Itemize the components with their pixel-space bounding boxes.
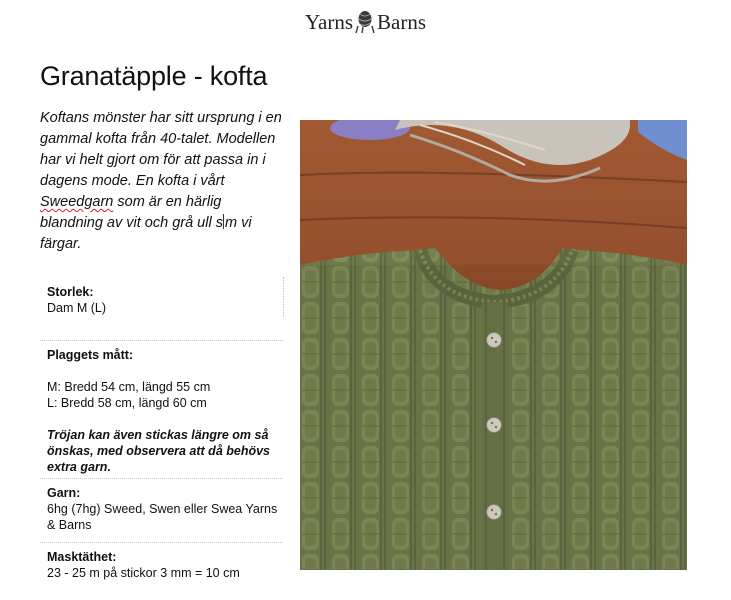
intro-text <box>40 108 285 255</box>
logo-word-barns: Barns <box>377 10 427 34</box>
spec-separator <box>40 340 283 341</box>
spec-gauge-label: Masktäthet: <box>47 550 117 564</box>
logo-word-yarns: Yarns <box>304 10 354 34</box>
intro-part3: m vi färgar. <box>40 215 252 252</box>
spec-yarn <box>40 485 280 533</box>
spec-measurements-note: Tröjan kan även stickas längre om så önskas, med observera att då behövs extra garn. <box>47 428 271 474</box>
yarn-ball-icon <box>354 8 376 34</box>
spec-measurements-m: M: Bredd 54 cm, längd 55 cm <box>47 380 211 394</box>
spec-measurements <box>40 347 280 475</box>
spec-yarn-label: Garn: <box>47 486 81 500</box>
spec-size-label: Storlek: <box>47 285 94 299</box>
cardigan-photo-illustration <box>300 120 687 570</box>
product-photo <box>300 120 687 570</box>
spec-measurements-l: L: Bredd 58 cm, längd 60 cm <box>47 396 207 410</box>
intro-misspelled-word: Sweedgarn <box>40 194 114 210</box>
spec-size-value: Dam M (L) <box>47 301 107 315</box>
specs-divider-vertical <box>283 277 284 317</box>
spec-separator <box>40 478 283 479</box>
page-title: Granatäpple - kofta <box>40 61 268 91</box>
intro-part2: som är en härlig blandning av vit och grå ull s <box>40 194 223 231</box>
spec-gauge-value: 23 - 25 m på stickor 3 mm = 10 cm <box>47 566 240 580</box>
brand-logo[interactable] <box>0 8 731 35</box>
spec-separator <box>40 542 283 543</box>
intro-part1: Koftans mönster har sitt ursprung i en gammal kofta från 40-talet. Modellen har vi helt gjort om för att passa in i dagens mode. En kofta i vårt <box>40 110 282 189</box>
spec-yarn-value: 6hg (7hg) Sweed, Swen eller Swea Yarns & Barns <box>47 502 278 532</box>
spec-gauge <box>40 549 280 581</box>
spec-size <box>40 284 280 316</box>
spec-measurements-label: Plaggets mått: <box>47 348 134 362</box>
